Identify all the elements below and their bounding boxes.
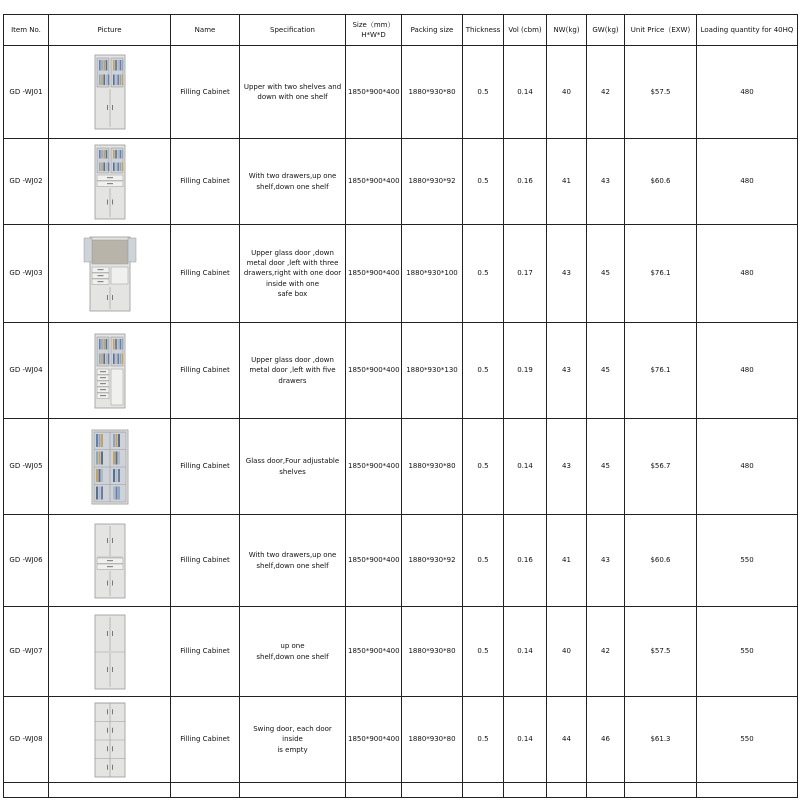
picture-cell	[49, 697, 171, 783]
spec-cell: Glass door,Four adjustable shelves	[240, 419, 346, 515]
gross-weight-cell: 46	[587, 697, 625, 783]
thickness-cell: 0.5	[463, 515, 504, 607]
loading-quantity-cell: 550	[697, 607, 798, 697]
metal-drawer-cabinet-icon	[51, 520, 168, 602]
header-unit-price: Unit Price（EXW)	[625, 15, 697, 46]
thickness-cell: 0.5	[463, 323, 504, 419]
net-weight-cell: 43	[547, 225, 587, 323]
size-cell: 1850*900*400	[346, 139, 402, 225]
unit-price-cell: $76.1	[625, 323, 697, 419]
thickness-cell: 0.5	[463, 46, 504, 139]
empty-cell	[587, 783, 625, 798]
volume-cell: 0.14	[504, 419, 547, 515]
gross-weight-cell: 45	[587, 225, 625, 323]
metal-door-cabinet-icon	[51, 611, 168, 693]
table-row	[4, 697, 798, 783]
header-volume: Vol (cbm)	[504, 15, 547, 46]
table-row	[4, 607, 798, 697]
header-gross-weight: GW(kg)	[587, 15, 625, 46]
swing-door-cabinet-icon	[51, 699, 168, 781]
net-weight-cell: 41	[547, 515, 587, 607]
item-no-cell: GD -WJ05	[4, 419, 49, 515]
empty-cell	[504, 783, 547, 798]
picture-cell	[49, 139, 171, 225]
open-safe-cabinet-icon	[51, 233, 168, 315]
name-cell: Filling Cabinet	[171, 323, 240, 419]
header-size: Size（mm） H*W*D	[346, 15, 402, 46]
spec-cell: With two drawers,up one shelf,down one shelf	[240, 515, 346, 607]
name-cell: Filling Cabinet	[171, 607, 240, 697]
volume-cell: 0.16	[504, 515, 547, 607]
size-cell: 1850*900*400	[346, 225, 402, 323]
spec-cell: Swing door, each door inside is empty	[240, 697, 346, 783]
product-spec-table	[3, 14, 798, 798]
item-no-cell: GD -WJ08	[4, 697, 49, 783]
picture-cell	[49, 515, 171, 607]
thickness-cell: 0.5	[463, 225, 504, 323]
spec-cell: Upper glass door ,down metal door ,left with five drawers	[240, 323, 346, 419]
item-no-cell: GD -WJ06	[4, 515, 49, 607]
trailing-row	[4, 783, 798, 798]
empty-cell	[346, 783, 402, 798]
header-thickness: Thickness	[463, 15, 504, 46]
size-cell: 1850*900*400	[346, 419, 402, 515]
packing-size-cell: 1880*930*80	[402, 46, 463, 139]
table-row	[4, 515, 798, 607]
picture-cell	[49, 323, 171, 419]
loading-quantity-cell: 480	[697, 46, 798, 139]
unit-price-cell: $57.5	[625, 607, 697, 697]
unit-price-cell: $60.6	[625, 515, 697, 607]
item-no-cell: GD -WJ02	[4, 139, 49, 225]
picture-cell	[49, 419, 171, 515]
packing-size-cell: 1880*930*100	[402, 225, 463, 323]
spec-cell: Upper with two shelves and down with one shelf	[240, 46, 346, 139]
empty-cell	[547, 783, 587, 798]
table-row	[4, 225, 798, 323]
thickness-cell: 0.5	[463, 139, 504, 225]
net-weight-cell: 40	[547, 46, 587, 139]
table-row	[4, 323, 798, 419]
glass-top-drawer-cabinet-icon	[51, 141, 168, 223]
five-drawer-cabinet-icon	[51, 330, 168, 412]
net-weight-cell: 43	[547, 419, 587, 515]
name-cell: Filling Cabinet	[171, 225, 240, 323]
header-specification: Specification	[240, 15, 346, 46]
empty-cell	[171, 783, 240, 798]
size-cell: 1850*900*400	[346, 46, 402, 139]
packing-size-cell: 1880*930*92	[402, 515, 463, 607]
net-weight-cell: 41	[547, 139, 587, 225]
header-loading-quantity: Loading quantity for 40HQ	[697, 15, 798, 46]
volume-cell: 0.14	[504, 697, 547, 783]
net-weight-cell: 40	[547, 607, 587, 697]
gross-weight-cell: 43	[587, 515, 625, 607]
volume-cell: 0.17	[504, 225, 547, 323]
packing-size-cell: 1880*930*130	[402, 323, 463, 419]
header-item-no: Item No.	[4, 15, 49, 46]
size-cell: 1850*900*400	[346, 515, 402, 607]
gross-weight-cell: 42	[587, 46, 625, 139]
thickness-cell: 0.5	[463, 419, 504, 515]
packing-size-cell: 1880*930*80	[402, 697, 463, 783]
glass-top-cabinet-icon	[51, 51, 168, 133]
table-row	[4, 139, 798, 225]
header-row	[4, 15, 798, 46]
unit-price-cell: $56.7	[625, 419, 697, 515]
header-packing-size: Packing size	[402, 15, 463, 46]
loading-quantity-cell: 480	[697, 419, 798, 515]
empty-cell	[697, 783, 798, 798]
volume-cell: 0.19	[504, 323, 547, 419]
name-cell: Filling Cabinet	[171, 697, 240, 783]
unit-price-cell: $61.3	[625, 697, 697, 783]
net-weight-cell: 43	[547, 323, 587, 419]
loading-quantity-cell: 480	[697, 139, 798, 225]
empty-cell	[463, 783, 504, 798]
picture-cell	[49, 225, 171, 323]
spec-cell: Upper glass door ,down metal door ,left with three drawers,right with one door inside with one safe box	[240, 225, 346, 323]
size-cell: 1850*900*400	[346, 323, 402, 419]
loading-quantity-cell: 480	[697, 323, 798, 419]
spec-cell: With two drawers,up one shelf,down one shelf	[240, 139, 346, 225]
item-no-cell: GD -WJ01	[4, 46, 49, 139]
header-name: Name	[171, 15, 240, 46]
full-glass-cabinet-icon	[51, 426, 168, 508]
loading-quantity-cell: 550	[697, 515, 798, 607]
gross-weight-cell: 45	[587, 419, 625, 515]
packing-size-cell: 1880*930*80	[402, 607, 463, 697]
gross-weight-cell: 42	[587, 607, 625, 697]
table-row	[4, 419, 798, 515]
name-cell: Filling Cabinet	[171, 515, 240, 607]
picture-cell	[49, 46, 171, 139]
size-cell: 1850*900*400	[346, 697, 402, 783]
size-cell: 1850*900*400	[346, 607, 402, 697]
unit-price-cell: $60.6	[625, 139, 697, 225]
table-row	[4, 46, 798, 139]
empty-cell	[625, 783, 697, 798]
gross-weight-cell: 45	[587, 323, 625, 419]
loading-quantity-cell: 550	[697, 697, 798, 783]
net-weight-cell: 44	[547, 697, 587, 783]
thickness-cell: 0.5	[463, 607, 504, 697]
item-no-cell: GD -WJ03	[4, 225, 49, 323]
gross-weight-cell: 43	[587, 139, 625, 225]
empty-cell	[4, 783, 49, 798]
header-picture: Picture	[49, 15, 171, 46]
volume-cell: 0.14	[504, 46, 547, 139]
packing-size-cell: 1880*930*80	[402, 419, 463, 515]
header-net-weight: NW(kg)	[547, 15, 587, 46]
empty-cell	[49, 783, 171, 798]
volume-cell: 0.14	[504, 607, 547, 697]
item-no-cell: GD -WJ07	[4, 607, 49, 697]
empty-cell	[402, 783, 463, 798]
empty-cell	[240, 783, 346, 798]
thickness-cell: 0.5	[463, 697, 504, 783]
loading-quantity-cell: 480	[697, 225, 798, 323]
table-body	[4, 46, 798, 798]
item-no-cell: GD -WJ04	[4, 323, 49, 419]
packing-size-cell: 1880*930*92	[402, 139, 463, 225]
picture-cell	[49, 607, 171, 697]
name-cell: Filling Cabinet	[171, 419, 240, 515]
name-cell: Filling Cabinet	[171, 139, 240, 225]
name-cell: Filling Cabinet	[171, 46, 240, 139]
spec-cell: up one shelf,down one shelf	[240, 607, 346, 697]
unit-price-cell: $57.5	[625, 46, 697, 139]
unit-price-cell: $76.1	[625, 225, 697, 323]
volume-cell: 0.16	[504, 139, 547, 225]
